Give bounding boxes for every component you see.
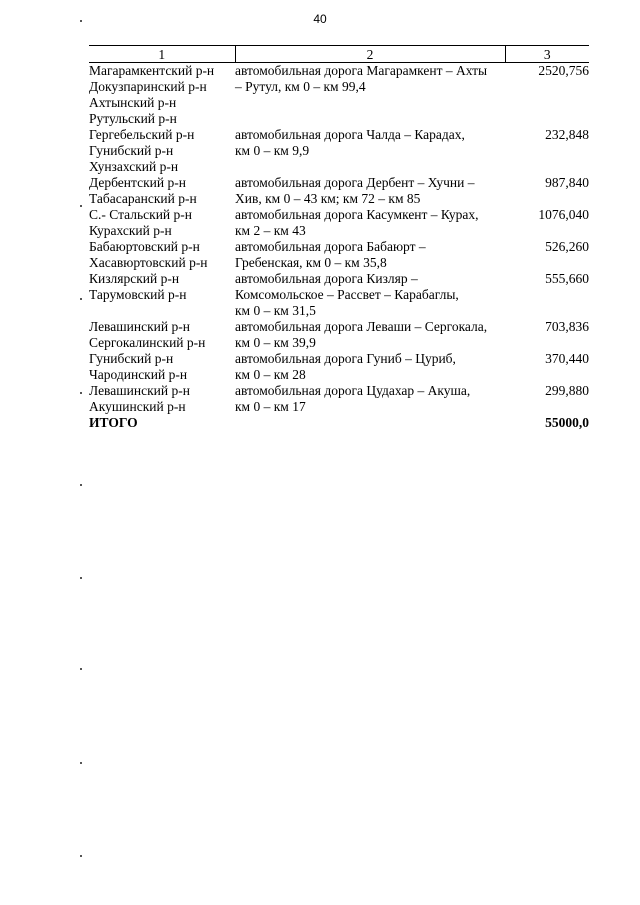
table-row — [89, 383, 589, 415]
road-cell: автомобильная дорога Леваши – Сергокала, км 0 – км 39,9 — [235, 319, 488, 350]
road-cell: автомобильная дорога Бабаюрт – Гребенская, км 0 – км 35,8 — [235, 239, 426, 270]
district-cell: Кизлярский р-н Тарумовский р-н — [89, 271, 187, 302]
road-cell: автомобильная дорога Чалда – Карадах, км 0 – км 9,9 — [235, 127, 465, 158]
amount-cell: 370,440 — [545, 351, 589, 366]
scan-artifact-dot — [80, 20, 82, 22]
road-funding-table — [89, 45, 589, 431]
total-spacer — [235, 415, 505, 431]
header-col-2: 2 — [235, 46, 505, 63]
district-cell: Бабаюртовский р-н Хасавюртовский р-н — [89, 239, 208, 270]
table-row — [89, 271, 589, 319]
amount-cell: 1076,040 — [538, 207, 589, 222]
district-cell: Гунибский р-н Чародинский р-н — [89, 351, 188, 382]
scan-artifact-dot — [80, 298, 82, 300]
amount-cell: 299,880 — [545, 383, 589, 398]
district-cell: Гергебельский р-н Гунибский р-н Хунзахский р-н — [89, 127, 195, 174]
amount-cell: 987,840 — [545, 175, 589, 190]
scan-artifact-dot — [80, 205, 82, 207]
scan-artifact-dot — [80, 668, 82, 670]
table-row — [89, 63, 589, 128]
district-cell: Левашинский р-н Акушинский р-н — [89, 383, 190, 414]
scan-artifact-dot — [80, 762, 82, 764]
amount-cell: 232,848 — [545, 127, 589, 142]
road-cell: автомобильная дорога Касумкент – Курах, км 2 – км 43 — [235, 207, 479, 238]
total-amount: 55000,0 — [545, 415, 589, 430]
road-cell: автомобильная дорога Магарамкент – Ахты – Рутул, км 0 – км 99,4 — [235, 63, 488, 94]
amount-cell: 526,260 — [545, 239, 589, 254]
amount-cell: 703,836 — [545, 319, 589, 334]
district-cell: Дербентский р-н Табасаранский р-н — [89, 175, 197, 206]
scan-artifact-dot — [80, 577, 82, 579]
table-row — [89, 127, 589, 175]
scan-artifact-dot — [80, 392, 82, 394]
scan-artifact-dot — [80, 855, 82, 857]
scan-artifact-dot — [80, 484, 82, 486]
page-number: 40 — [313, 12, 327, 26]
total-label: ИТОГО — [89, 415, 138, 430]
table-row — [89, 351, 589, 383]
total-row — [89, 415, 589, 431]
amount-cell: 2520,756 — [538, 63, 589, 78]
header-col-1: 1 — [89, 46, 235, 63]
table-row — [89, 319, 589, 351]
table-header-row — [89, 46, 589, 63]
district-cell: Левашинский р-н Сергокалинский р-н — [89, 319, 206, 350]
table-row — [89, 175, 589, 207]
header-col-3: 3 — [505, 46, 589, 63]
road-cell: автомобильная дорога Цудахар – Акуша, км 0 – км 17 — [235, 383, 471, 414]
table-row — [89, 207, 589, 239]
district-cell: Магарамкентский р-н Докузпаринский р-н Ахтынский р-н Рутульский р-н — [89, 63, 215, 126]
amount-cell: 555,660 — [545, 271, 589, 286]
road-cell: автомобильная дорога Гуниб – Цуриб, км 0 – км 28 — [235, 351, 456, 382]
table-row — [89, 239, 589, 271]
road-cell: автомобильная дорога Дербент – Хучни – Хив, км 0 – 43 км; км 72 – км 85 — [235, 175, 475, 206]
road-cell: автомобильная дорога Кизляр – Комсомольское – Рассвет – Карабаглы, км 0 – км 31,5 — [235, 271, 459, 318]
district-cell: С.- Стальский р-н Курахский р-н — [89, 207, 192, 238]
